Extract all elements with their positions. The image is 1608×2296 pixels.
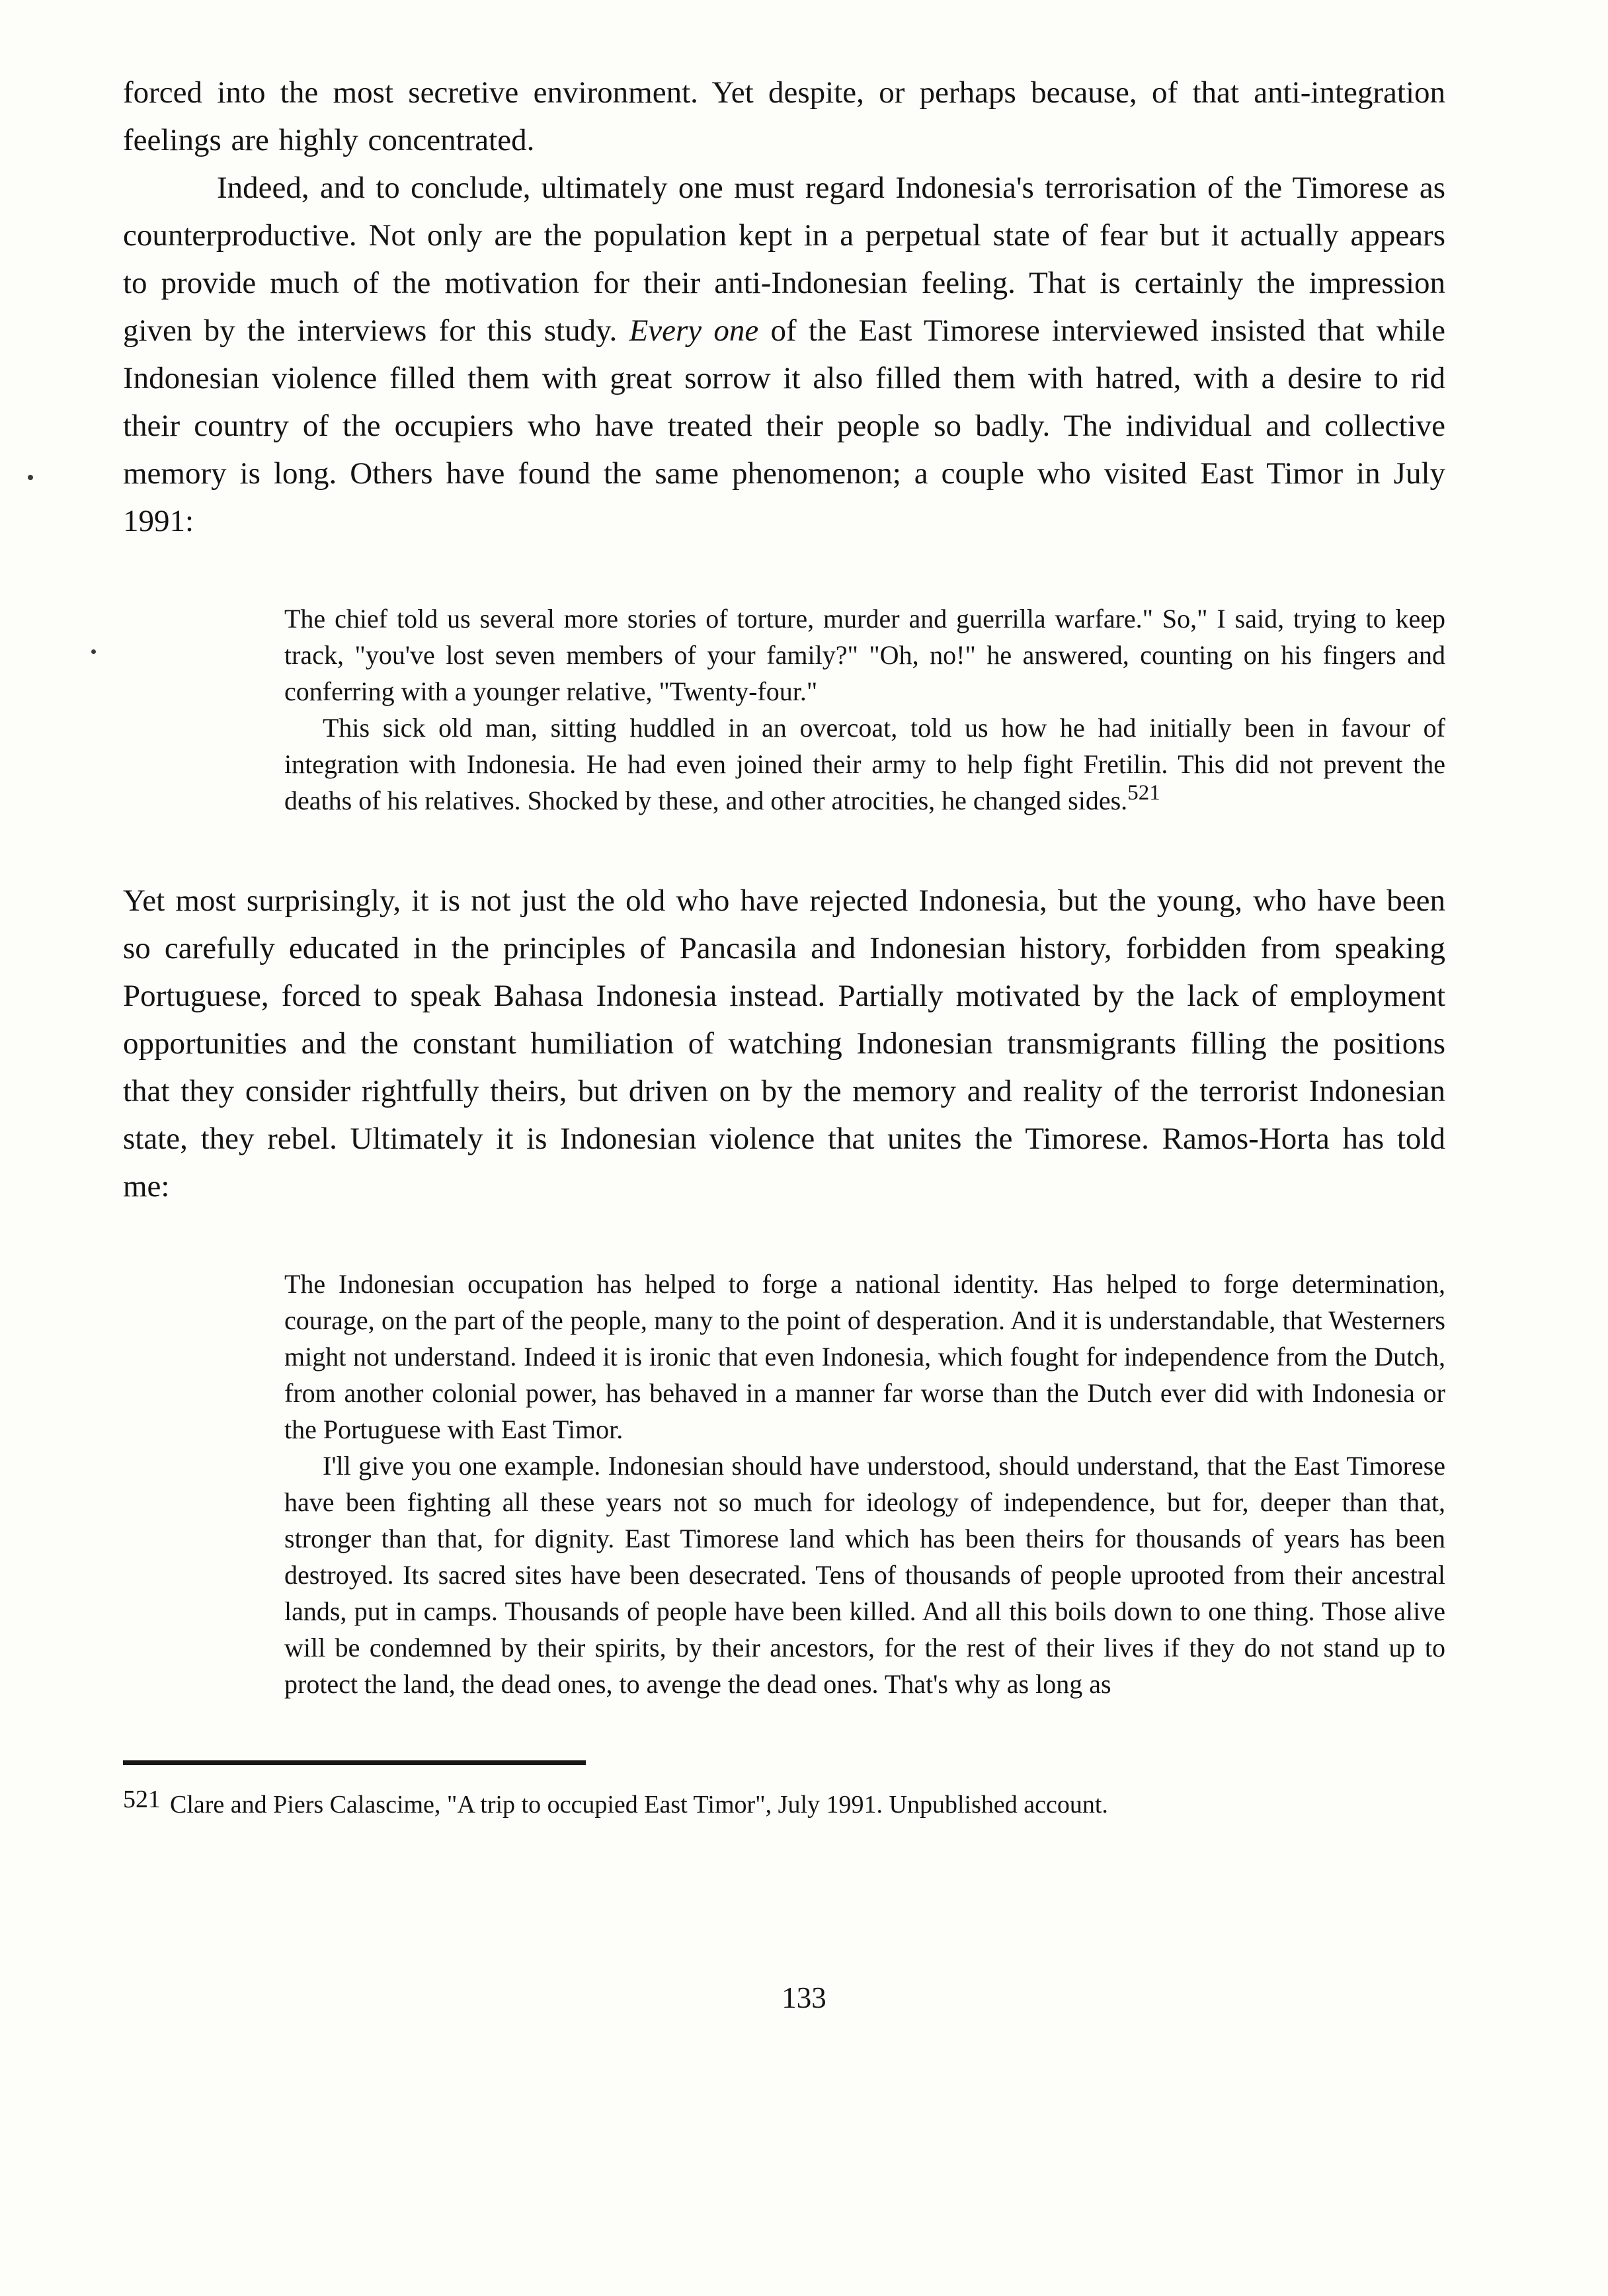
footnote-text: Clare and Piers Calascime, "A trip to occupied East Timor", July 1991. Unpublished account. [170,1791,1108,1819]
paragraph-text: of the East Timorese interviewed insisted that while Indonesian violence filled them with great sorrow it also filled them with hatred, with a desire to rid their country of the occupiers who have treated their people so badly. The individual and collective memory is long. Others have found the same phenomenon; a couple who visited East Timor in July 1991: [123,313,1446,538]
block-quote-1 [284,600,1445,819]
footnote-marker: 521 [123,1785,161,1813]
block-quote-2 [284,1266,1445,1702]
quote-text: This sick old man, sitting huddled in an overcoat, told us how he had initially been in favour of integration with Indonesia. He had even joined their army to help fight Fretilin. This did not prevent the deaths of his relatives. Shocked by these, and other atrocities, he changed sides. [284,713,1445,815]
footnote [123,1782,1445,1822]
footnote-reference: 521 [1127,781,1160,805]
paragraph-text: Indeed, and to conclude, ultimately one must regard Indonesia's terrorisation of the Timorese as counterproductive. Not only are the population kept in a perpetual state of fear but it actually appears to provide much of the motivation for their anti-Indonesian feeling. That is certainly the impression given by the interviews for this study. [123,171,1445,348]
quote-paragraph: The Indonesian occupation has helped to forge a national identity. Has helped to forge determination, courage, on the part of the people, many to the point of desperation. And it is understandable, that Westerners might not understand. Indeed it is ironic that even Indonesia, which fought for independence from the Dutch, from another colonial power, has behaved in a manner far worse than the Dutch ever did with Indonesia or the Portuguese with East Timor. [284,1269,1445,1444]
body-paragraph-1: forced into the most secretive environment. Yet despite, or perhaps because, of that anti-integration feelings are highly concentrated. [123,75,1445,157]
quote-paragraph: I'll give you one example. Indonesian should have understood, should understand, that the East Timorese have been fighting all these years not so much for ideology of independence, but for, deeper than that, stronger than that, for dignity. East Timorese land which has been theirs for thousands of years has been destroyed. Its sacred sites have been desecrated. Tens of thousands of people uprooted from their ancestral lands, put in camps. Thousands of people have been killed. And all this boils down to one thing. Those alive will be condemned by their spirits, by their ancestors, for the rest of their lives if they do not stand up to protect the land, the dead ones, to avenge the dead ones. That's why as long as [284,1451,1445,1699]
footnote-divider [123,1760,586,1765]
scan-speck [28,475,33,480]
quote-paragraph: The chief told us several more stories of torture, murder and guerrilla warfare." So," I said, trying to keep track, "you've lost seven members of your family?" "Oh, no!" he answered, counting on his fingers and conferring with a younger relative, "Twenty-four." [284,604,1445,706]
italic-emphasis: Every one [629,313,759,348]
body-paragraph-3: Yet most surprisingly, it is not just the old who have rejected Indonesia, but the young, who have been so carefully educated in the principles of Pancasila and Indonesian history, forbidden from speaking Portuguese, forced to speak Bahasa Indonesia instead. Partially motivated by the lack of employment opportunities and the constant humiliation of watching Indonesian transmigrants filling the positions that they consider rightfully theirs, but driven on by the memory and reality of the terrorist Indonesian state, they rebel. Ultimately it is Indonesian violence that unites the Timorese. Ramos-Horta has told me: [123,883,1445,1204]
body-paragraph-2 [123,164,1445,545]
footnote-area [123,1760,1445,1822]
page-number: 133 [782,1981,826,2014]
quote-paragraph [284,710,1445,819]
scan-speck [91,649,96,654]
